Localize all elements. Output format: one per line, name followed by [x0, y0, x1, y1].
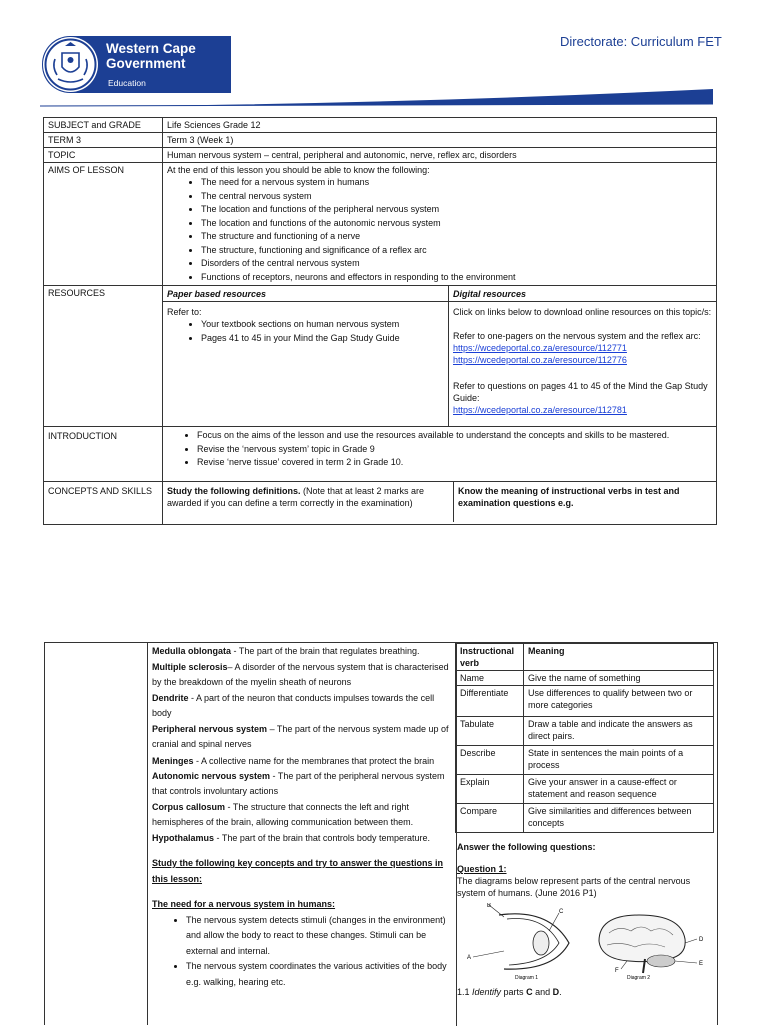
concepts-verbs-note: Know the meaning of instructional verbs in test and examination questions e.g.	[458, 486, 680, 508]
diagram-label-d: D	[699, 937, 704, 943]
definition-term: Peripheral nervous system	[152, 723, 268, 734]
verb-cell: Differentiate	[456, 686, 524, 717]
list-item: • The location and functions of the peripheral nervous system	[201, 203, 712, 217]
table-row	[456, 644, 714, 671]
definition-term: Dendrite	[152, 692, 189, 703]
verb-cell: Compare	[456, 804, 524, 833]
verb-cell: Name	[456, 671, 524, 686]
definition-item	[152, 660, 452, 691]
key-concepts-subheading: The need for a nervous system in humans:	[152, 899, 336, 909]
table-row	[456, 671, 714, 686]
q1-1-end: .	[559, 987, 562, 997]
table-row	[44, 286, 717, 302]
intro-cell	[163, 427, 717, 482]
definition-sep: -	[214, 832, 222, 843]
definition-text: The part of the brain that controls body temperature.	[221, 832, 430, 843]
diagram-label-b: B	[487, 903, 492, 909]
definition-sep: -	[270, 770, 278, 781]
definition-item	[152, 691, 452, 722]
digital-intro: Click on links below to download online resources on this topic/s:	[453, 307, 712, 317]
topic-label: TOPIC	[44, 148, 163, 163]
table-row	[456, 686, 714, 717]
term-label: TERM 3	[44, 133, 163, 148]
questions-column	[455, 643, 717, 998]
diagram-label-f: F	[615, 968, 619, 974]
definition-text: A collective name for the membranes that protect the brain	[201, 755, 435, 766]
definition-item	[152, 644, 452, 660]
subject-value: Life Sciences Grade 12	[163, 118, 717, 133]
concepts-continuation	[44, 642, 718, 1025]
concepts-label: CONCEPTS AND SKILLS	[44, 482, 163, 525]
table-row	[44, 482, 717, 525]
q1-1-mid: parts	[501, 987, 527, 997]
concepts-cell	[163, 482, 717, 525]
list-item: • Pages 41 to 45 in your Mind the Gap Study Guide	[201, 332, 444, 346]
table-row	[44, 118, 717, 133]
table-row	[456, 775, 714, 804]
diagram-2-brain-icon	[599, 915, 697, 973]
definition-sep: –	[227, 661, 235, 672]
digital-resources-cell	[449, 302, 717, 427]
definition-item	[152, 755, 452, 767]
definition-item	[152, 769, 452, 800]
concepts-definitions-note	[163, 482, 454, 522]
list-item: • Revise the ‘nervous system’ topic in Grade 9	[197, 443, 712, 457]
list-item: • Disorders of the central nervous system	[201, 257, 712, 271]
definition-term: Hypothalamus	[152, 832, 215, 843]
meaning-cell: Give similarities and differences between concepts	[524, 804, 714, 833]
verb-cell: Describe	[456, 746, 524, 775]
paper-refer: Refer to:	[167, 307, 202, 317]
list-item: • Revise ‘nerve tissue’ covered in term 2 in Grade 10.	[197, 456, 712, 470]
q1-1-part-c: C	[526, 987, 533, 997]
definition-term: Meninges	[152, 755, 194, 766]
key-concepts-list	[152, 913, 452, 991]
cns-diagrams	[459, 903, 709, 981]
org-line-2: Government	[106, 56, 186, 71]
diagram-label-a: A	[467, 955, 472, 961]
definition-text: The part of the nervous system made up of cranial and spinal nerves	[152, 723, 449, 749]
directorate-title: Directorate: Curriculum FET	[560, 34, 722, 49]
resource-link-112771[interactable]: https://wcedeportal.co.za/eresource/112771	[453, 343, 627, 353]
subject-label: SUBJECT and GRADE	[44, 118, 163, 133]
meaning-cell: Give the name of something	[524, 671, 714, 686]
header-swoosh-divider	[0, 84, 768, 108]
definition-sep: -	[193, 755, 202, 766]
topic-value: Human nervous system – central, peripheral and autonomic, nerve, reflex arc, disorders	[163, 148, 717, 163]
intro-list	[167, 429, 712, 470]
lesson-overview-table	[43, 117, 717, 525]
definition-item	[152, 831, 452, 847]
diagram-1-caption: Diagram 1	[515, 975, 539, 981]
q1-1-number: 1.1	[457, 987, 473, 997]
page-header	[0, 0, 768, 108]
question-1-1	[455, 986, 717, 998]
q1-1-verb: Identify	[472, 987, 502, 997]
question-1-text: The diagrams below represent parts of the central nervous system of humans. (June 2016 P1)	[457, 876, 691, 898]
table-row	[44, 133, 717, 148]
meaning-cell: Use differences to qualify between two or more categories	[524, 686, 714, 717]
dept-name: Education	[108, 78, 146, 88]
definition-sep: -	[225, 801, 233, 812]
q1-1-part-d: D	[552, 987, 560, 997]
verb-cell: Explain	[456, 775, 524, 804]
verb-cell: Tabulate	[456, 717, 524, 746]
intro-label: INTRODUCTION	[44, 427, 163, 482]
table-row	[44, 148, 717, 163]
term-value: Term 3 (Week 1)	[163, 133, 717, 148]
definition-sep: -	[231, 646, 239, 656]
list-item: • The structure and functioning of a nerve	[201, 230, 712, 244]
digital-questions: Refer to questions on pages 41 to 45 of the Mind the Gap Study Guide:	[453, 381, 708, 403]
blank-label-column	[45, 643, 148, 1025]
table-row	[44, 163, 717, 286]
definition-term: Medulla oblongata	[152, 646, 232, 656]
list-item: • Functions of receptors, neurons and effectors in responding to the environment	[201, 271, 712, 285]
list-item: • The need for a nervous system in humans	[201, 176, 712, 190]
list-item: • Your textbook sections on human nervous system	[201, 318, 444, 332]
list-item: • The nervous system detects stimuli (changes in the environment) and allow the body to react to these changes. Stimuli can be external and internal.	[186, 913, 452, 960]
aims-intro: At the end of this lesson you should be able to know the following:	[167, 165, 430, 175]
resource-link-112781[interactable]: https://wcedeportal.co.za/eresource/112781	[453, 405, 627, 415]
definition-text: A part of the neuron that conducts impulses towards the cell body	[152, 692, 435, 718]
resource-link-112776[interactable]: https://wcedeportal.co.za/eresource/112776	[453, 355, 627, 365]
verbs-header-verb: Instructional verb	[456, 644, 524, 671]
paper-resources-list	[167, 318, 444, 345]
digital-resources-heading: Digital resources	[449, 286, 717, 302]
definition-item	[152, 722, 452, 753]
instructional-verbs-table	[455, 643, 714, 833]
definition-text: The structure that connects the left and right hemispheres of the brain, allowing communication between them.	[152, 801, 414, 827]
org-name	[106, 41, 196, 71]
definition-text: A disorder of the nervous system that is characterised by the breakdown of the myelin sheath of neurons	[152, 661, 449, 687]
concepts-note: (Note that at least 2 marks are awarded if you can define a term correctly in the examination)	[167, 486, 425, 508]
definition-item	[152, 800, 452, 831]
questions-heading: Answer the following questions:	[457, 842, 596, 852]
list-item: • Focus on the aims of the lesson and use the resources available to understand the concepts and skills to be mastered.	[197, 429, 712, 443]
meaning-cell: State in sentences the main points of a process	[524, 746, 714, 775]
diagram-2-caption: Diagram 2	[627, 975, 651, 981]
q1-1-and: and	[532, 987, 553, 997]
table-row	[456, 746, 714, 775]
list-item: • The location and functions of the autonomic nervous system	[201, 217, 712, 231]
question-1-label: Question 1:	[457, 864, 507, 874]
diagram-label-e: E	[699, 961, 704, 967]
aims-label: AIMS OF LESSON	[44, 163, 163, 286]
paper-resources-cell	[163, 302, 449, 427]
concepts-bold: Study the following definitions.	[167, 486, 301, 496]
definition-term: Multiple sclerosis	[152, 661, 228, 672]
aims-list	[167, 176, 712, 284]
table-row	[456, 717, 714, 746]
list-item: • The central nervous system	[201, 190, 712, 204]
key-concepts-heading: Study the following key concepts and try to answer the questions in this lesson:	[152, 858, 444, 884]
list-item: • The nervous system coordinates the various activities of the body e.g. walking, hearing etc.	[186, 959, 452, 990]
org-line-1: Western Cape	[106, 41, 196, 56]
definitions-column	[148, 643, 457, 1026]
definition-term: Corpus callosum	[152, 801, 226, 812]
meaning-cell: Give your answer in a cause-effect or statement and reason sequence	[524, 775, 714, 804]
digital-onepagers: Refer to one-pagers on the nervous system and the reflex arc:	[453, 331, 701, 341]
definition-sep: -	[188, 692, 197, 703]
meaning-cell: Draw a table and indicate the answers as direct pairs.	[524, 717, 714, 746]
list-item: • The structure, functioning and significance of a reflex arc	[201, 244, 712, 258]
resources-label: RESOURCES	[44, 286, 163, 427]
definition-text: The part of the brain that regulates breathing.	[238, 646, 420, 656]
table-row	[456, 804, 714, 833]
aims-cell	[163, 163, 717, 286]
definition-sep: –	[267, 723, 277, 734]
diagram-1-eye-icon	[473, 905, 569, 969]
paper-resources-heading: Paper based resources	[163, 286, 449, 302]
definition-text: The part of the peripheral nervous system that controls involuntary actions	[152, 770, 445, 796]
definition-term: Autonomic nervous system	[152, 770, 271, 781]
diagram-label-c: C	[559, 909, 564, 915]
table-row	[44, 427, 717, 482]
verbs-header-meaning: Meaning	[524, 644, 714, 671]
